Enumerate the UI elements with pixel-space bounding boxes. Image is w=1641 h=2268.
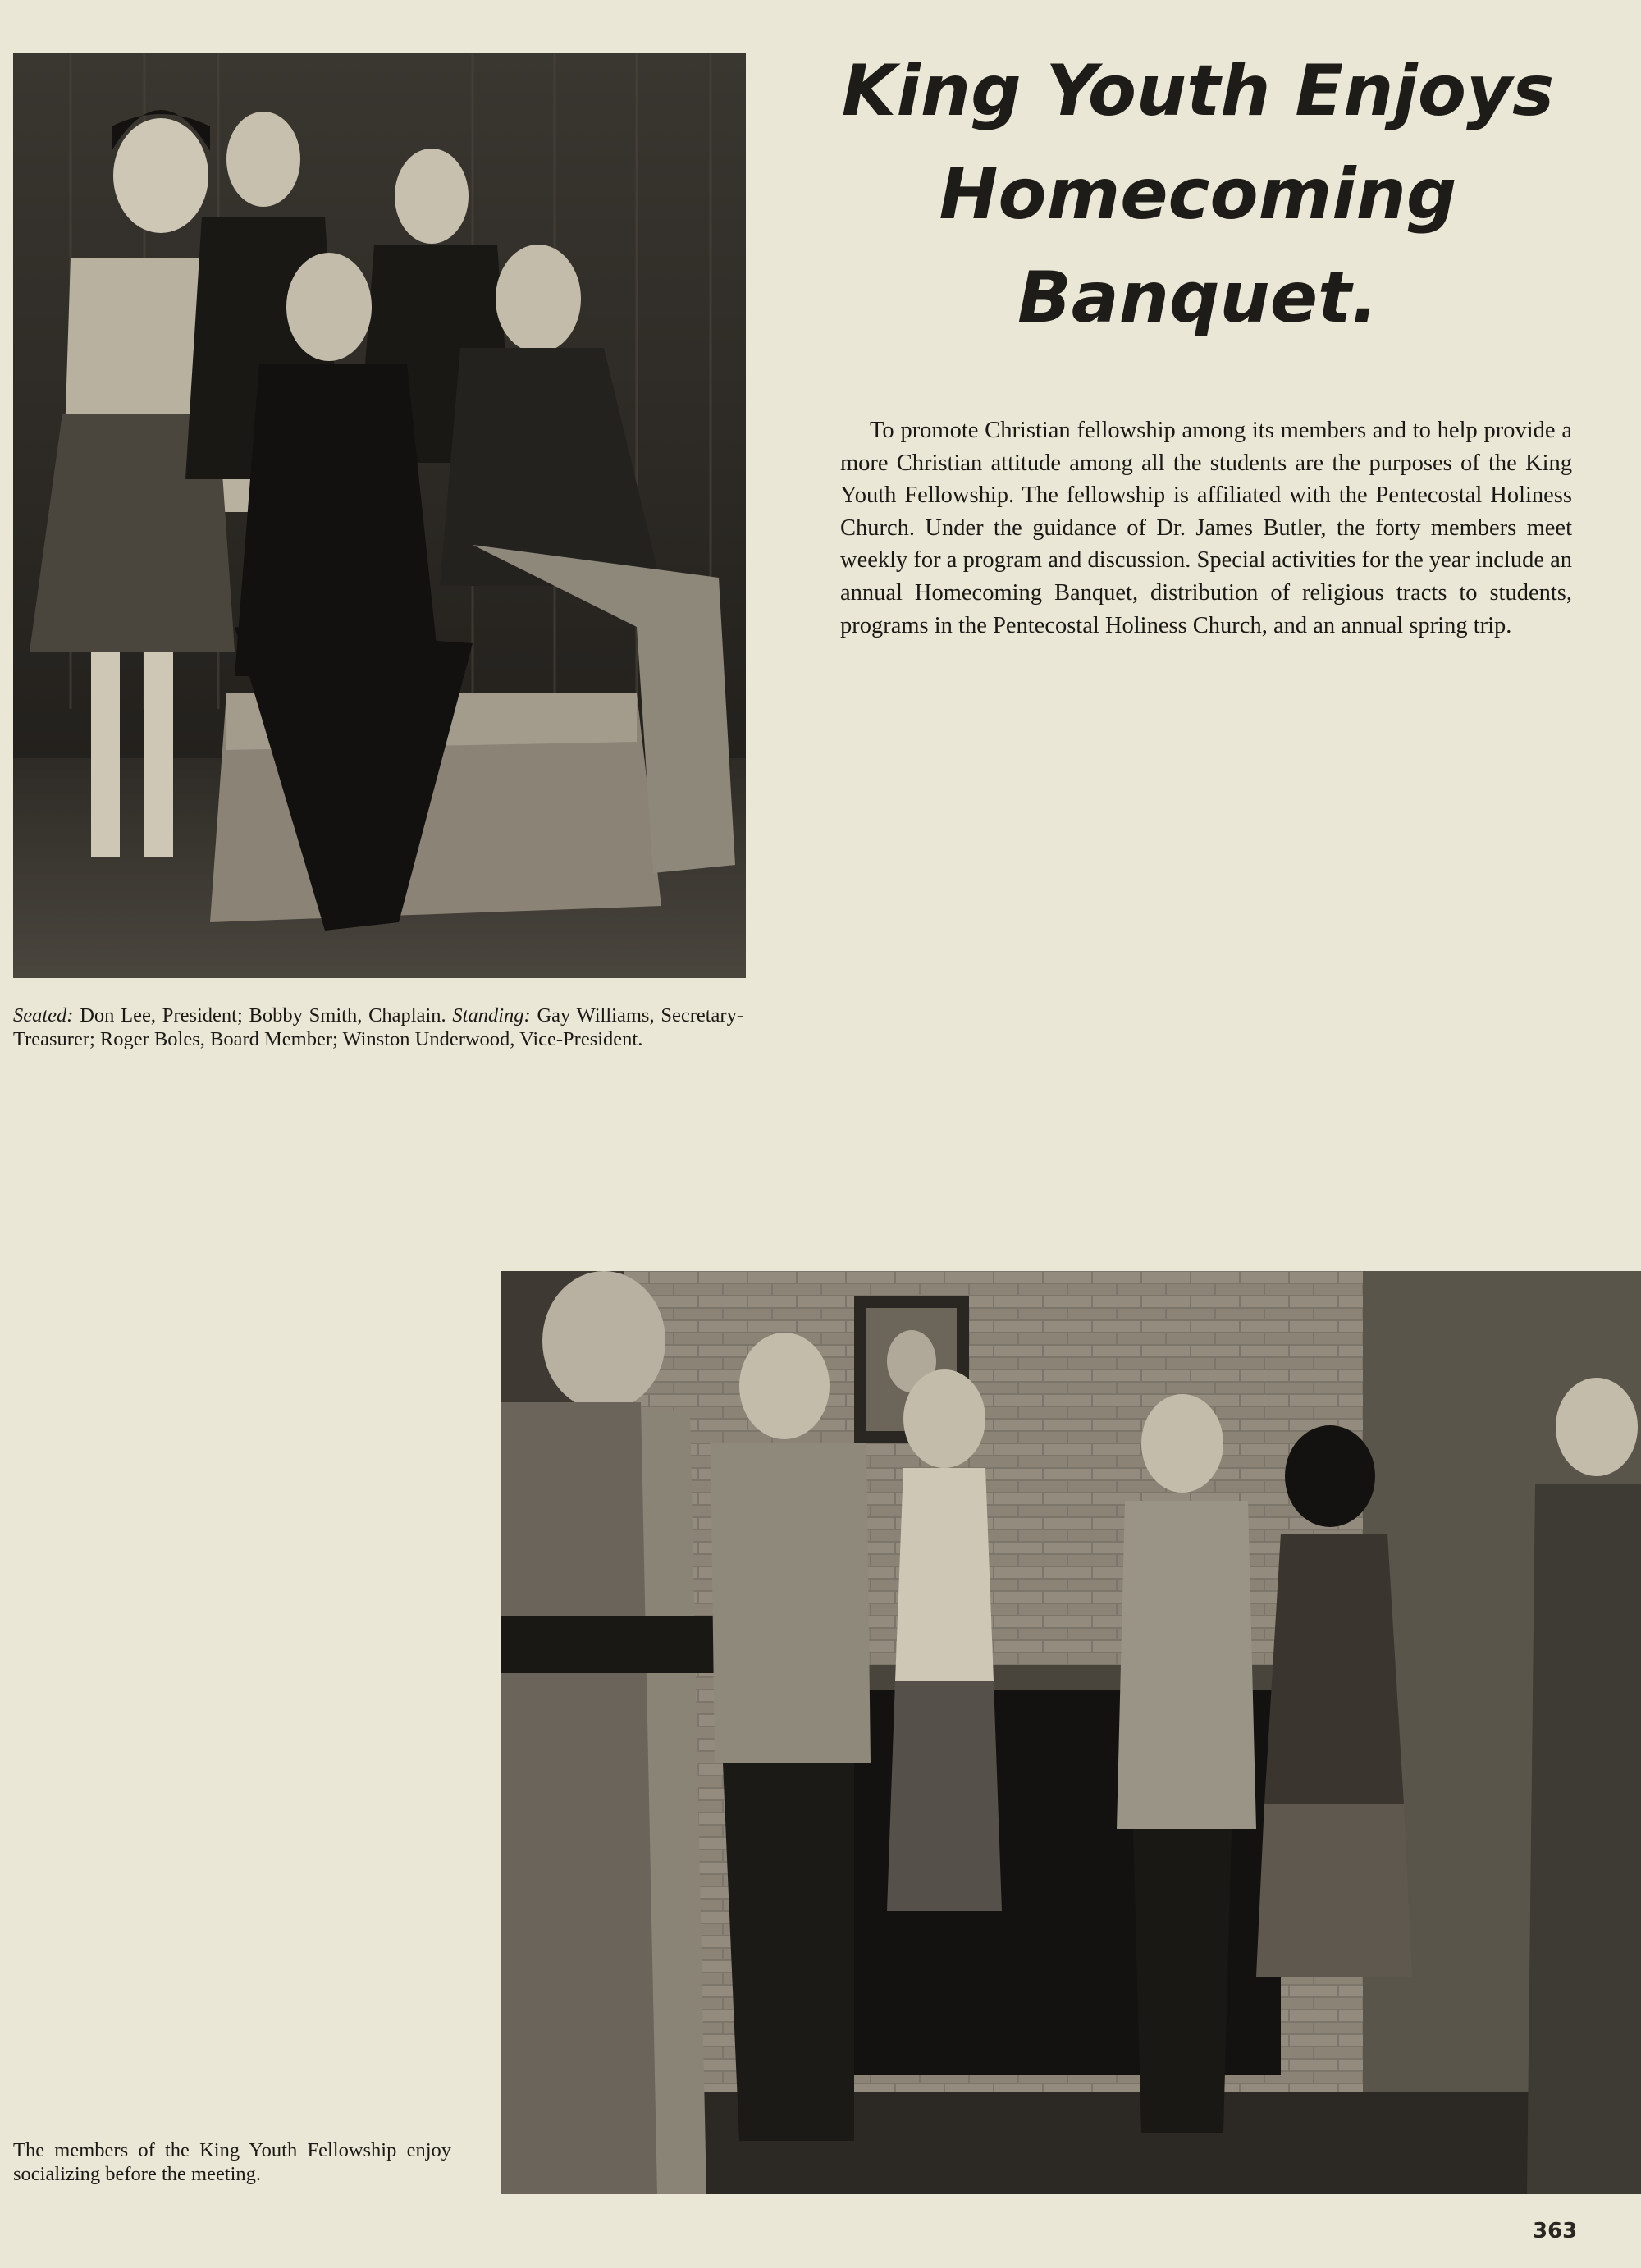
headline-line-2: Homecoming Banquet.: [939, 153, 1457, 339]
headline-line-1: King Youth Enjoys: [841, 50, 1555, 132]
officers-photo-image: [13, 53, 746, 978]
members-photo-image: [501, 1271, 1641, 2194]
officers-photo: [13, 53, 746, 978]
standing-label: Standing:: [452, 1004, 531, 1027]
standing-names: Gay Williams, Secretary-Treasurer; Roger Boles, Board Member; Winston Underwood, Vice-President.: [13, 1004, 743, 1050]
seated-names: Don Lee, President; Bobby Smith, Chaplain.: [73, 1004, 453, 1027]
officers-caption: [13, 1004, 743, 1051]
article-body: To promote Christian fellowship among its members and to help provide a more Christian attitude among all the students are the purposes of the King Youth Fellowship. The fellowship is affiliated with the Pentecostal Holiness Church. Under the guidance of Dr. James Butler, the forty members meet weekly for a program and discussion. Special activities for the year include an annual Homecoming Banquet, distribution of religious tracts to students, programs in the Pentecostal Holiness Church, and an annual spring trip.: [840, 418, 1572, 638]
members-photo: [501, 1271, 1641, 2194]
page-number: 363: [1533, 2219, 1578, 2243]
members-caption: The members of the King Youth Fellowship enjoy socializing before the meeting.: [13, 2139, 451, 2185]
seated-label: Seated:: [13, 1004, 74, 1027]
headline: [804, 39, 1592, 350]
